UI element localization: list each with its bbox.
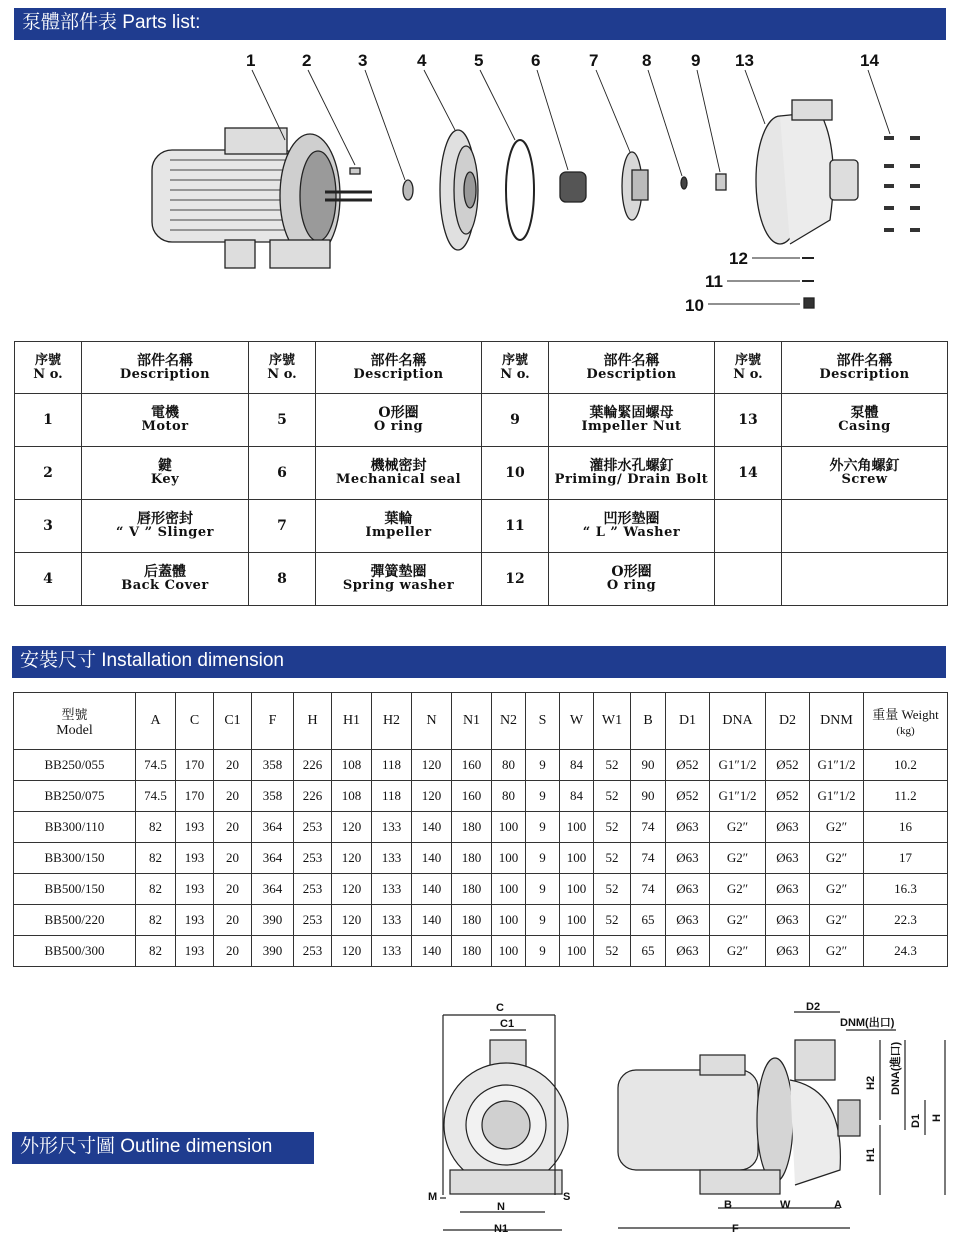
dimension-cell: 140 [412, 843, 452, 874]
dimension-cell: 364 [252, 843, 294, 874]
part-name-english: Key [150, 472, 180, 487]
label-D1: D1 [910, 1113, 922, 1128]
label-D2: D2 [806, 1001, 821, 1013]
dimension-cell: 358 [252, 781, 294, 812]
dimension-cell: Ø63 [766, 936, 810, 967]
part-number: 4 [15, 553, 82, 606]
dimension-cell: 120 [332, 812, 372, 843]
part-description [549, 447, 715, 500]
dimension-cell: Ø63 [666, 905, 710, 936]
dimension-cell: 100 [492, 812, 526, 843]
dimension-cell: G2″ [810, 905, 864, 936]
dimension-cell: 84 [560, 781, 594, 812]
parts-table-row [15, 500, 948, 553]
dimension-cell: 74.5 [136, 750, 176, 781]
dimension-cell: 160 [452, 750, 492, 781]
outline-dimension-drawing [0, 995, 960, 1245]
callout-3: 3 [358, 51, 368, 70]
impeller-nut-drawing [716, 174, 726, 190]
dimension-table-row [14, 781, 948, 812]
weight-cell: 10.2 [864, 750, 948, 781]
part-number: 14 [715, 447, 782, 500]
dimension-column-header: H2 [372, 693, 412, 750]
part-name-english: “ L ” Washer [582, 525, 681, 540]
back-cover-drawing [440, 130, 478, 250]
dimension-cell: G2″ [810, 936, 864, 967]
part-number [715, 553, 782, 606]
dimension-cell: 80 [492, 750, 526, 781]
dimension-cell: 65 [631, 905, 666, 936]
motor-drawing [152, 128, 372, 268]
callout-6: 6 [531, 51, 541, 70]
o-ring-drawing [506, 140, 534, 240]
dimension-cell: 193 [176, 843, 214, 874]
dimension-cell: 120 [412, 750, 452, 781]
dimension-cell: 133 [372, 905, 412, 936]
dimension-column-header: N [412, 693, 452, 750]
model-header: 型號 Model [14, 693, 136, 750]
dimension-table-row [14, 874, 948, 905]
part-description [82, 447, 249, 500]
dimension-cell: Ø63 [666, 936, 710, 967]
dimension-cell: 253 [294, 843, 332, 874]
dimension-cell: 82 [136, 812, 176, 843]
part-number: 9 [482, 394, 549, 447]
label-C1: C1 [500, 1018, 515, 1030]
dimension-cell: 100 [560, 936, 594, 967]
dimension-cell: 9 [526, 874, 560, 905]
dimension-cell: G2″ [810, 843, 864, 874]
part-name-chinese: 鍵 [158, 458, 172, 474]
part-description [316, 447, 482, 500]
callout-9: 9 [691, 51, 701, 70]
part-name-english: Impeller Nut [581, 419, 682, 434]
model-cell: BB500/300 [14, 936, 136, 967]
model-cell: BB250/075 [14, 781, 136, 812]
part-number: 11 [482, 500, 549, 553]
dimension-column-header: N2 [492, 693, 526, 750]
part-name-chinese: 后蓋體 [144, 564, 186, 580]
callout-10: 10 [685, 296, 704, 315]
dimension-cell: 90 [631, 750, 666, 781]
part-description [316, 394, 482, 447]
dimension-cell: 52 [594, 750, 631, 781]
label-DNM: DNM(出口) [840, 1017, 895, 1029]
dimension-cell: G2″ [710, 874, 766, 905]
dimension-cell: 140 [412, 812, 452, 843]
dimension-cell: 180 [452, 905, 492, 936]
callout-4: 4 [417, 51, 427, 70]
dimension-cell: 140 [412, 905, 452, 936]
label-W: W [780, 1199, 791, 1211]
dimension-cell: 140 [412, 936, 452, 967]
dimension-cell: 100 [560, 843, 594, 874]
parts-table-row [15, 553, 948, 606]
dimension-cell: G2″ [710, 812, 766, 843]
dimension-cell: 74 [631, 874, 666, 905]
part-description [782, 500, 948, 553]
dimension-table-row [14, 905, 948, 936]
part-description [782, 553, 948, 606]
part-name-english: Casing [838, 419, 891, 434]
parts-table-header [15, 342, 948, 394]
dimension-cell: 100 [492, 874, 526, 905]
header-description: 部件名稱 Description [782, 342, 948, 394]
dimension-cell: 52 [594, 936, 631, 967]
dimension-cell: 364 [252, 874, 294, 905]
model-cell: BB250/055 [14, 750, 136, 781]
dimension-cell: 100 [560, 812, 594, 843]
part-name-chinese: 唇形密封 [137, 511, 193, 527]
part-description [782, 447, 948, 500]
part-description [549, 553, 715, 606]
part-description [82, 394, 249, 447]
dimension-column-header: D2 [766, 693, 810, 750]
dimension-cell: 65 [631, 936, 666, 967]
part-number: 2 [15, 447, 82, 500]
dimension-column-header: C [176, 693, 214, 750]
dimension-cell: G1″1/2 [810, 781, 864, 812]
dimension-cell: 170 [176, 750, 214, 781]
dimension-column-header: H [294, 693, 332, 750]
dimension-cell: Ø52 [766, 750, 810, 781]
dimension-cell: 120 [412, 781, 452, 812]
part-name-english: Back Cover [121, 578, 209, 593]
weight-cell: 17 [864, 843, 948, 874]
dimension-cell: 180 [452, 812, 492, 843]
dimension-table-row [14, 843, 948, 874]
model-cell: BB500/150 [14, 874, 136, 905]
label-H2: H2 [865, 1075, 877, 1090]
dimension-cell: 52 [594, 781, 631, 812]
part-description [316, 500, 482, 553]
part-name-english: Priming/ Drain Bolt [554, 472, 709, 487]
weight-cell: 11.2 [864, 781, 948, 812]
header-no: 序號 N o. [715, 342, 782, 394]
dimension-column-header: C1 [214, 693, 252, 750]
label-DNA: DNA(進口) [890, 1041, 902, 1095]
dimension-cell: G2″ [810, 812, 864, 843]
weight-cell: 16 [864, 812, 948, 843]
dimension-cell: G1″1/2 [710, 781, 766, 812]
dimension-table-row [14, 936, 948, 967]
casing-drawing [756, 100, 858, 244]
part-description [82, 553, 249, 606]
dimension-cell: 82 [136, 843, 176, 874]
dimension-cell: 120 [332, 874, 372, 905]
part-number: 7 [249, 500, 316, 553]
part-description [549, 500, 715, 553]
dimension-cell: 390 [252, 905, 294, 936]
dimension-cell: 9 [526, 905, 560, 936]
dimension-cell: 20 [214, 905, 252, 936]
parts-list-banner: 泵體部件表 Parts list: [14, 8, 946, 40]
part-number: 12 [482, 553, 549, 606]
label-A: A [834, 1199, 842, 1211]
dimension-column-header: S [526, 693, 560, 750]
dimension-cell: 9 [526, 936, 560, 967]
v-slinger-drawing [403, 180, 413, 200]
dimension-cell: 133 [372, 874, 412, 905]
dimension-cell: 9 [526, 781, 560, 812]
spring-washer-drawing [681, 177, 687, 189]
label-F: F [732, 1223, 739, 1235]
part-number: 10 [482, 447, 549, 500]
dimension-cell: 20 [214, 812, 252, 843]
part-name-english: Spring washer [342, 578, 455, 593]
dimension-cell: 118 [372, 781, 412, 812]
label-C: C [496, 1002, 504, 1014]
dimension-cell: 108 [332, 750, 372, 781]
part-name-english: O ring [373, 419, 424, 434]
dimension-cell: 193 [176, 905, 214, 936]
part-name-chinese: 灌排水孔螺釘 [589, 458, 674, 474]
part-name-chinese: 彈簧墊圈 [370, 564, 427, 580]
dimension-cell: 100 [492, 905, 526, 936]
header-description: 部件名稱 Description [549, 342, 715, 394]
dimension-table-header [14, 693, 948, 750]
dimension-cell: 20 [214, 874, 252, 905]
dimension-cell: 20 [214, 750, 252, 781]
parts-table-row [15, 447, 948, 500]
callout-8: 8 [642, 51, 652, 70]
part-name-chinese: O形圈 [378, 405, 419, 421]
dimension-cell: 9 [526, 843, 560, 874]
dimension-cell: 193 [176, 812, 214, 843]
impeller-drawing [622, 152, 648, 220]
dimension-cell: Ø63 [766, 812, 810, 843]
dimension-cell: G1″1/2 [810, 750, 864, 781]
mechanical-seal-drawing [560, 172, 586, 202]
dimension-column-header: W [560, 693, 594, 750]
callout-11: 11 [705, 272, 723, 291]
part-name-english: Impeller [365, 525, 432, 540]
screws-drawing [884, 136, 920, 232]
dimension-cell: 100 [492, 936, 526, 967]
dimension-cell: 84 [560, 750, 594, 781]
header-no: 序號 N o. [249, 342, 316, 394]
part-number: 5 [249, 394, 316, 447]
dimension-cell: 253 [294, 936, 332, 967]
dimension-column-header: H1 [332, 693, 372, 750]
label-H1: H1 [865, 1147, 877, 1162]
header-description: 部件名稱 Description [316, 342, 482, 394]
part-name-chinese: O形圈 [611, 564, 652, 580]
part-description [782, 394, 948, 447]
dimension-cell: 253 [294, 812, 332, 843]
dimension-cell: 52 [594, 812, 631, 843]
part-number: 6 [249, 447, 316, 500]
part-name-chinese: 泵體 [850, 405, 879, 421]
dimension-cell: 118 [372, 750, 412, 781]
header-description: 部件名稱 Description [82, 342, 249, 394]
dimension-cell: 120 [332, 843, 372, 874]
outline-dimension-banner: 外形尺寸圖 Outline dimension [12, 1132, 314, 1164]
dimension-cell: 100 [560, 874, 594, 905]
dimension-column-header: DNM [810, 693, 864, 750]
dimension-cell: G2″ [710, 843, 766, 874]
parts-table [14, 341, 948, 606]
part-number [715, 500, 782, 553]
dimension-table-row [14, 750, 948, 781]
dimension-cell: 100 [492, 843, 526, 874]
dimension-cell: 74 [631, 812, 666, 843]
dimension-column-header: N1 [452, 693, 492, 750]
dimension-cell: 140 [412, 874, 452, 905]
dimension-cell: Ø63 [666, 874, 710, 905]
parts-table-row [15, 394, 948, 447]
dimension-cell: 133 [372, 936, 412, 967]
part-name-chinese: 機械密封 [370, 458, 427, 474]
model-cell: BB300/110 [14, 812, 136, 843]
dimension-cell: 82 [136, 874, 176, 905]
dimension-cell: 52 [594, 874, 631, 905]
part-description [82, 500, 249, 553]
dimension-column-header: F [252, 693, 294, 750]
dimension-cell: 253 [294, 874, 332, 905]
dimension-column-header: D1 [666, 693, 710, 750]
dimension-cell: 20 [214, 781, 252, 812]
part-name-english: Mechanical seal [335, 472, 462, 487]
dimension-cell: 90 [631, 781, 666, 812]
dimension-cell: 180 [452, 936, 492, 967]
part-name-english: O ring [606, 578, 657, 593]
dimension-cell: 82 [136, 905, 176, 936]
dimension-column-header: DNA [710, 693, 766, 750]
exploded-parts-diagram [0, 44, 960, 334]
dimension-cell: 180 [452, 843, 492, 874]
callout-12: 12 [729, 249, 748, 268]
priming-drain-bolt-drawing [804, 298, 814, 308]
dimension-cell: 108 [332, 781, 372, 812]
dimension-cell: Ø63 [766, 843, 810, 874]
part-name-chinese: 凹形墊圈 [603, 511, 660, 527]
dimension-cell: 170 [176, 781, 214, 812]
dimension-cell: 133 [372, 812, 412, 843]
dimension-cell: 20 [214, 936, 252, 967]
dimension-cell: 193 [176, 874, 214, 905]
callout-7: 7 [589, 51, 599, 70]
installation-dimension-table [13, 692, 948, 967]
label-B: B [724, 1199, 732, 1211]
dimension-cell: 9 [526, 750, 560, 781]
dimension-cell: G2″ [710, 905, 766, 936]
model-cell: BB300/150 [14, 843, 136, 874]
dimension-cell: 180 [452, 874, 492, 905]
part-description [316, 553, 482, 606]
dimension-cell: 358 [252, 750, 294, 781]
dimension-cell: Ø52 [666, 781, 710, 812]
dimension-cell: 226 [294, 750, 332, 781]
dimension-cell: 20 [214, 843, 252, 874]
dimension-cell: 74 [631, 843, 666, 874]
part-name-chinese: 電機 [151, 405, 179, 421]
dimension-cell: 100 [560, 905, 594, 936]
part-name-chinese: 葉輪緊固螺母 [589, 405, 674, 421]
callout-2: 2 [302, 51, 312, 70]
key-drawing [350, 168, 360, 174]
dimension-cell: Ø52 [666, 750, 710, 781]
dimension-cell: 160 [452, 781, 492, 812]
part-name-chinese: 葉輪 [384, 511, 413, 527]
dimension-cell: Ø63 [666, 812, 710, 843]
part-name-english: Screw [841, 472, 888, 487]
weight-cell: 22.3 [864, 905, 948, 936]
dimension-cell: 253 [294, 905, 332, 936]
dimension-column-header: W1 [594, 693, 631, 750]
weight-cell: 16.3 [864, 874, 948, 905]
dimension-cell: 80 [492, 781, 526, 812]
dimension-cell: 390 [252, 936, 294, 967]
callout-14: 14 [860, 51, 879, 70]
header-no: 序號 N o. [15, 342, 82, 394]
dimension-cell: 120 [332, 936, 372, 967]
part-description [549, 394, 715, 447]
weight-header: 重量 Weight (kg) [864, 693, 948, 750]
dimension-cell: G2″ [710, 936, 766, 967]
part-number: 3 [15, 500, 82, 553]
part-name-english: Motor [141, 419, 189, 434]
dimension-cell: Ø63 [766, 874, 810, 905]
callout-1: 1 [246, 51, 256, 70]
front-view-drawing [440, 1015, 571, 1230]
part-number: 13 [715, 394, 782, 447]
callout-5: 5 [474, 51, 484, 70]
dimension-cell: Ø63 [666, 843, 710, 874]
header-no: 序號 N o. [482, 342, 549, 394]
part-number: 8 [249, 553, 316, 606]
dimension-cell: 193 [176, 936, 214, 967]
dimension-cell: 52 [594, 905, 631, 936]
dimension-cell: 226 [294, 781, 332, 812]
label-H: H [931, 1114, 943, 1122]
dimension-cell: 133 [372, 843, 412, 874]
label-N1: N1 [494, 1223, 509, 1235]
label-S: S [563, 1191, 571, 1203]
callout-13: 13 [735, 51, 754, 70]
dimension-cell: 74.5 [136, 781, 176, 812]
part-name-chinese: 外六角螺釘 [829, 458, 900, 474]
part-name-english: “ V ” Slinger [115, 525, 215, 540]
dimension-cell: 82 [136, 936, 176, 967]
dimension-cell: Ø63 [766, 905, 810, 936]
label-N: N [497, 1201, 505, 1213]
dimension-cell: 364 [252, 812, 294, 843]
model-cell: BB500/220 [14, 905, 136, 936]
dimension-column-header: A [136, 693, 176, 750]
dimension-cell: Ø52 [766, 781, 810, 812]
part-number: 1 [15, 394, 82, 447]
dimension-cell: 52 [594, 843, 631, 874]
dimension-cell: 9 [526, 812, 560, 843]
dimension-table-row [14, 812, 948, 843]
dimension-cell: 120 [332, 905, 372, 936]
label-M: M [428, 1191, 438, 1203]
dimension-cell: G1″1/2 [710, 750, 766, 781]
dimension-cell: G2″ [810, 874, 864, 905]
dimension-column-header: B [631, 693, 666, 750]
weight-cell: 24.3 [864, 936, 948, 967]
installation-dimension-banner: 安裝尺寸 Installation dimension [12, 646, 946, 678]
